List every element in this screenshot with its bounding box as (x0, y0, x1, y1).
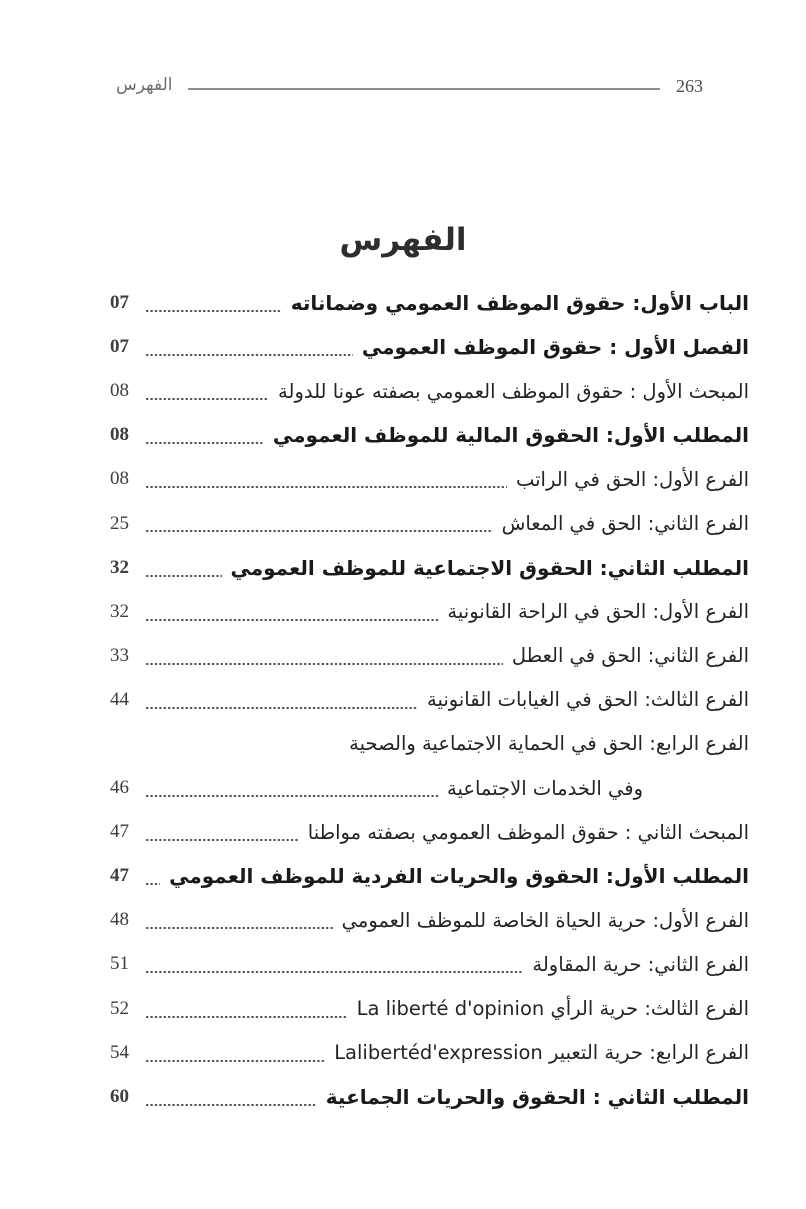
toc-entry-page-number: 54 (110, 1041, 129, 1063)
toc-entry (110, 810, 749, 854)
dotted-leader (145, 325, 353, 369)
toc-entry (110, 281, 749, 325)
dotted-leader (145, 810, 299, 854)
toc-entry (110, 413, 749, 457)
dotted-leader (145, 590, 438, 634)
toc-entry-text: المطلب الأول: الحقوق والحريات الفردية للموظف العمومي (169, 864, 749, 889)
toc-entry-text: الفرع الثاني: الحق في العطل (511, 644, 749, 668)
toc-entry (110, 1031, 749, 1075)
toc-entry-page-number: 48 (110, 909, 129, 931)
toc-entry-page-number: 47 (110, 821, 129, 843)
toc-entry-page-number: 60 (110, 1085, 129, 1107)
dotted-leader (145, 546, 222, 590)
dotted-leader (145, 987, 348, 1031)
dotted-leader (145, 766, 438, 810)
toc-entry-page-number: 07 (110, 292, 129, 314)
dotted-leader (145, 281, 282, 325)
toc-entry-text: الفرع الثاني: حرية المقاولة (532, 952, 749, 976)
dotted-leader (145, 854, 160, 898)
toc-entry-text: المطلب الثاني: الحقوق الاجتماعية للموظف العمومي (230, 555, 749, 580)
toc-entry-text: الفرع الثالث: حرية الرأي La liberté d'opinion (356, 997, 749, 1021)
page-title: الفهرس (339, 222, 467, 258)
toc-entry-page-number: 08 (110, 380, 129, 402)
dotted-leader (145, 501, 493, 545)
toc-entry-text: المبحث الثاني : حقوق الموظف العمومي بصفته مواطنا (307, 820, 749, 844)
toc-entry (110, 898, 749, 942)
dotted-leader (145, 413, 264, 457)
toc-entry-page-number: 47 (110, 865, 129, 887)
toc-entry (110, 325, 749, 369)
toc-entry-page-number: 32 (110, 556, 129, 578)
toc-entry (110, 369, 749, 413)
toc-entry-page-number: 44 (110, 688, 129, 710)
toc-entry-page-number: 52 (110, 997, 129, 1019)
dotted-leader (145, 457, 507, 501)
toc-entry-text: المبحث الأول : حقوق الموظف العمومي بصفته عونا للدولة (278, 379, 749, 403)
toc-entry-text: الفرع الأول: الحق في الراتب (515, 467, 749, 491)
header-rule (188, 88, 660, 90)
running-header (116, 68, 703, 100)
toc-entry-text: الفرع الرابع: الحق في الحماية الاجتماعية والصحية (349, 732, 749, 756)
toc-entry (110, 546, 749, 590)
toc-entry-text: المطلب الثاني : الحقوق والحريات الجماعية (325, 1084, 749, 1109)
toc-entry (110, 722, 749, 766)
header-page-number: 263 (676, 75, 703, 96)
toc-entry-text: المطلب الأول: الحقوق المالية للموظف العمومي (272, 423, 749, 448)
dotted-leader (145, 634, 503, 678)
toc-entry-page-number: 33 (110, 644, 129, 666)
toc-entry-page-number: 51 (110, 953, 129, 975)
dotted-leader (145, 898, 333, 942)
toc-entry-page-number: 25 (110, 512, 129, 534)
toc-entry-text: الفرع الرابع: حرية التعبير Lalibertéd'expression (334, 1041, 749, 1065)
toc-entry (110, 987, 749, 1031)
toc-entry-text: الباب الأول: حقوق الموظف العمومي وضماناته (290, 291, 749, 316)
toc-entry-page-number: 46 (110, 777, 129, 799)
toc-entry (110, 766, 749, 810)
toc-entry-text: الفرع الأول: حرية الحياة الخاصة للموظف العمومي (341, 908, 749, 932)
toc-entry (110, 634, 749, 678)
toc-entry-text: وفي الخدمات الاجتماعية (447, 776, 643, 800)
toc-entry (110, 590, 749, 634)
toc-entry-text: الفرع الثاني: الحق في المعاش (501, 512, 749, 536)
toc-entry-text: الفرع الثالث: الحق في الغيابات القانونية (427, 688, 749, 712)
dotted-leader (145, 369, 269, 413)
toc-entry-text: الفصل الأول : حقوق الموظف العمومي (361, 335, 749, 360)
dotted-leader (145, 942, 523, 986)
toc-list (110, 281, 749, 1119)
toc-entry (110, 457, 749, 501)
toc-entry-page-number: 07 (110, 336, 129, 358)
toc-entry-text: الفرع الأول: الحق في الراحة القانونية (447, 600, 749, 624)
toc-entry-page-number: 08 (110, 424, 129, 446)
toc-entry-page-number: 08 (110, 468, 129, 490)
toc-entry (110, 678, 749, 722)
toc-entry-page-number: 32 (110, 600, 129, 622)
dotted-leader (145, 1031, 325, 1075)
dotted-leader (145, 1075, 317, 1119)
toc-entry (110, 942, 749, 986)
header-section-label: الفهرس (116, 75, 173, 95)
toc-entry (110, 854, 749, 898)
toc-entry (110, 501, 749, 545)
dotted-leader (145, 678, 418, 722)
toc-entry (110, 1075, 749, 1119)
